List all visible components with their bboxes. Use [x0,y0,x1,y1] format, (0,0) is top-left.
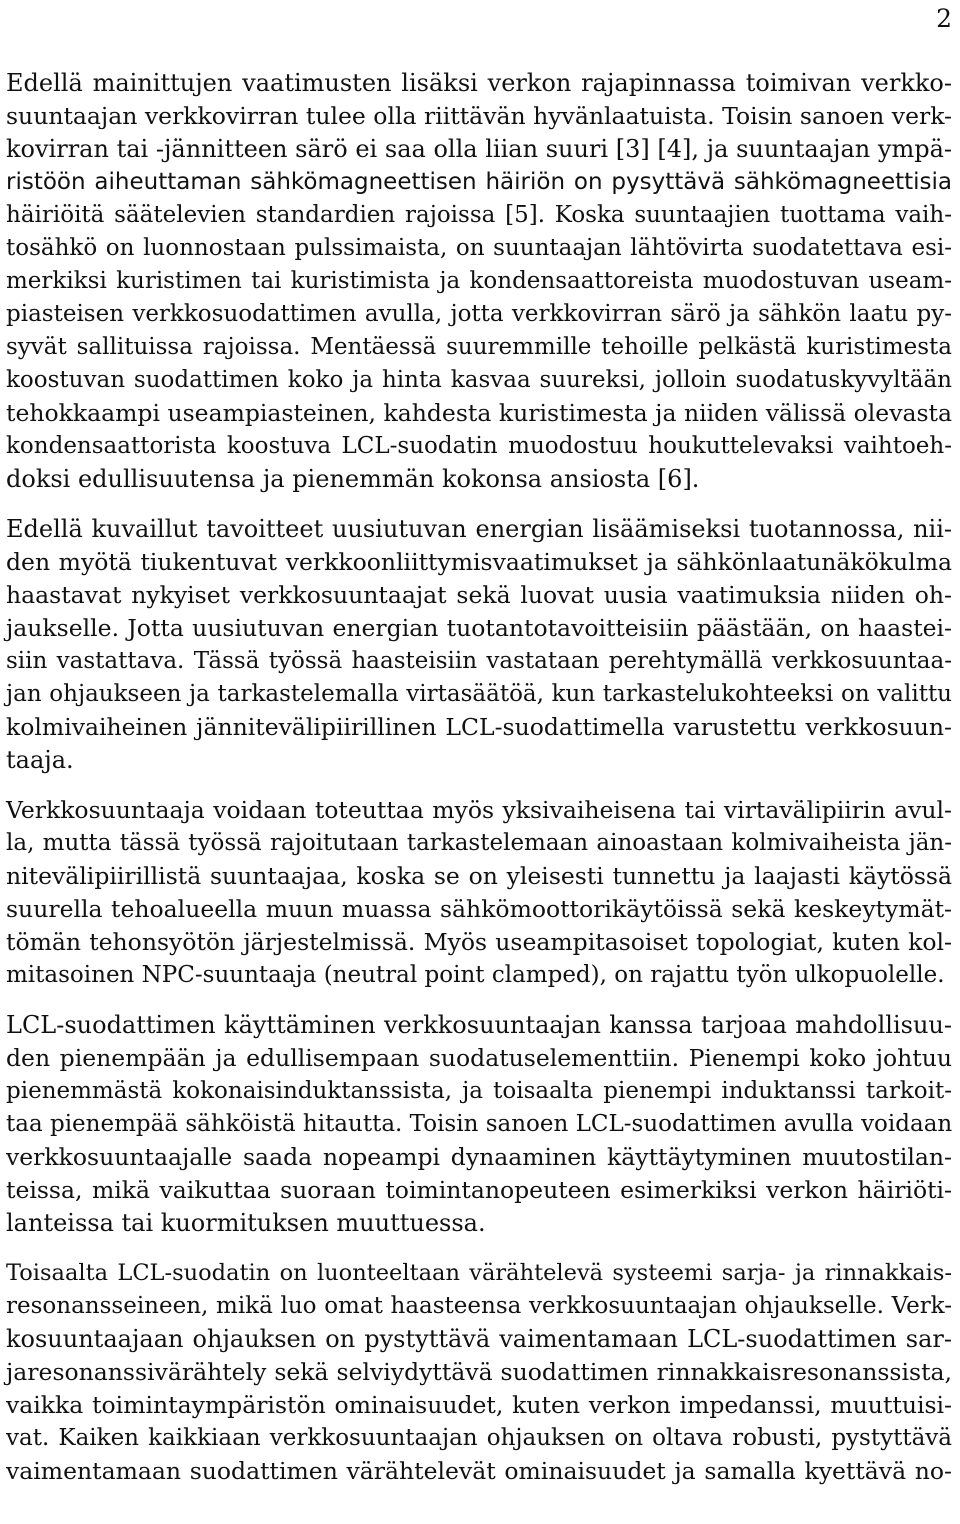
page-number: 2 [936,4,952,33]
text-line: verkkosuuntaajalle saada nopeampi dynaaminen käyttäytyminen muutostilan- [6,1143,952,1171]
text-line: siin vastattava. Tässä työssä haasteisiin vastataan perehtymällä verkkosuuntaa- [6,648,952,674]
text-line: Toisaalta LCL-suodatin on luonteeltaan värähtelevä systeemi sarja- ja rinnakkais- [6,1260,952,1286]
text-line: den pienempään ja edullisempaan suodatuselementtiin. Pienempi koko johtuu [6,1044,952,1072]
text-line: LCL-suodattimen käyttäminen verkkosuuntaajan kanssa tarjoaa mahdollisuu- [6,1011,952,1039]
text-line: kovirran tai -jännitteen särö ei saa olla liian suuri [3] [4], ja suuntaajan ympä- [6,135,952,163]
text-line: taa pienempää sähköistä hitautta. Toisin sanoen LCL-suodattimen avulla voidaan [6,1111,953,1137]
text-line: Edellä kuvaillut tavoitteet uusiutuvan energian lisäämiseksi tuotannossa, nii- [6,515,952,543]
text-line: pienemmästä kokonaisinduktanssista, ja toisaalta pienempi induktanssi tarkoit- [6,1078,952,1104]
text-line: teissa, mikä vaikuttaa suoraan toimintanopeuteen esimerkiksi verkon häiriöti- [6,1176,952,1204]
text-line: tehokkaampi useampiasteinen, kahdesta kuristimesta ja niiden välissä olevasta [6,399,952,427]
text-line: tömän tehonsyötön järjestelmissä. Myös useampitasoiset topologiat, kuten kol- [6,928,952,956]
text-line: ristöön aiheuttaman sähkömagneettisen häiriön on pysyttävä sähkömagneettisia [6,169,952,195]
text-line: la, mutta tässä työssä rajoitutaan tarkastelemaan ainoastaan kolmivaiheista jän- [6,830,952,856]
text-line: piasteisen verkkosuodattimen avulla, jotta verkkovirran särö ja sähkön laatu py- [6,301,952,327]
text-line: doksi edullisuutensa ja pienemmän kokonsa ansiosta [6]. [6,465,700,493]
text-line: mitasoinen NPC-suuntaaja (neutral point clamped), on rajattu työn ulkopuolelle. [6,962,945,988]
text-line: tosähkö on luonnostaan pulssimaista, on suuntaajan lähtövirta suodatettava esi- [6,235,952,261]
text-line: suurella tehoalueella muun muassa sähkömoottorikäytöissä sekä keskeytymät- [6,895,952,923]
text-line: kosuuntaajaan ohjauksen on pystyttävä vaimentamaan LCL-suodattimen sar- [6,1325,952,1353]
paragraph-4 [6,1009,952,1240]
paragraph-2 [6,513,952,777]
text-line: kolmivaiheinen jännitevälipiirillinen LCL-suodattimella varustettu verkkosuun- [6,713,952,741]
text-line: jaukselle. Jotta uusiutuvan energian tuotantotavoitteisiin päästään, on haastei- [6,614,952,642]
text-line: lanteissa tai kuormituksen muuttuessa. [6,1209,486,1237]
paragraph-1 [6,67,952,496]
text-line: jaresonanssivärähtely sekä selviydyttävä suodattimen rinnakkaisresonanssista, [6,1358,952,1386]
paragraph-5 [6,1257,952,1488]
text-line: merkiksi kuristimen tai kuristimista ja kondensaattoreista muodostuvan useam- [6,268,952,294]
text-line: vaikka toimintaympäristön ominaisuudet, kuten verkon impedanssi, muuttuisi- [6,1391,952,1419]
text-line: jan ohjaukseen ja tarkastelemalla virtasäätöä, kun tarkastelukohteeksi on valittu [6,681,952,707]
text-line: taaja. [6,746,74,774]
text-line: resonansseineen, mikä luo omat haasteensa verkkosuuntaajan ohjaukselle. Verk- [6,1293,952,1319]
text-line: Edellä mainittujen vaatimusten lisäksi verkon rajapinnassa toimivan verkko- [6,69,952,97]
text-line: kondensaattorista koostuva LCL-suodatin muodostuu houkuttelevaksi vaihtoeh- [6,433,952,459]
text-line: den myötä tiukentuvat verkkoonliittymisvaatimukset ja sähkönlaatunäkökulma [6,548,952,576]
text-line: vaimentamaan suodattimen värähtelevät ominaisuudet ja samalla kyettävä no- [6,1457,952,1485]
text-line: nitevälipiirillistä suuntaajaa, koska se on yleisesti tunnettu ja laajasti käytössä [6,862,952,890]
body-text [6,67,952,1505]
text-line: koostuvan suodattimen koko ja hinta kasvaa suureksi, jolloin suodatuskyvyltään [6,367,952,393]
paragraph-3 [6,794,952,992]
text-line: suuntaajan verkkovirran tulee olla riittävän hyvänlaatuista. Toisin sanoen verk- [6,102,952,130]
text-line: häiriöitä säätelevien standardien rajoissa [5]. Koska suuntaajien tuottama vaih- [6,202,952,228]
text-line: syvät sallituissa rajoissa. Mentäessä suuremmille tehoille pelkästä kuristimesta [6,334,952,360]
text-line: haastavat nykyiset verkkosuuntaajat sekä luovat uusia vaatimuksia niiden oh- [6,581,952,609]
text-line: vat. Kaiken kaikkiaan verkkosuuntaajan ohjauksen on oltava robusti, pystyttävä [6,1425,952,1451]
text-line: Verkkosuuntaaja voidaan toteuttaa myös yksivaiheisena tai virtavälipiirin avul- [6,796,952,824]
